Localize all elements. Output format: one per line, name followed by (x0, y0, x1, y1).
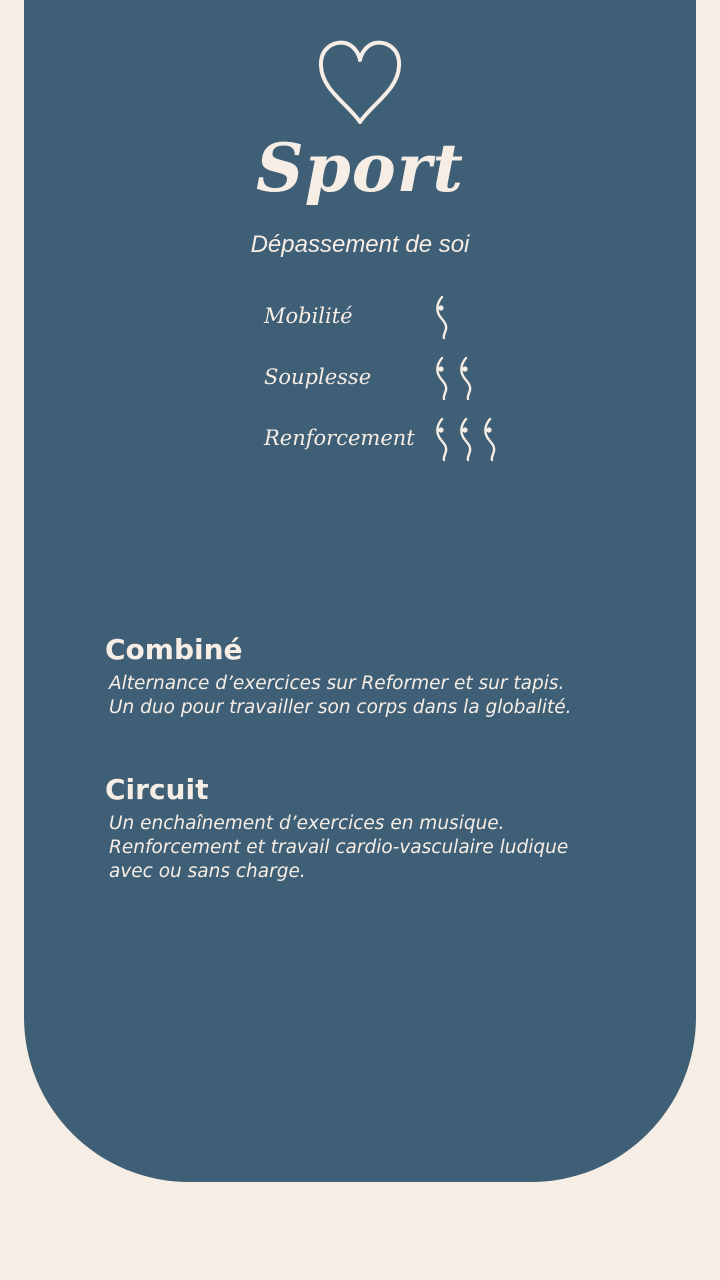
level-marks (435, 416, 507, 466)
level-label: Souplesse (264, 365, 372, 389)
section-text-line: avec ou sans charge. (109, 861, 306, 882)
section-circuit (105, 772, 665, 884)
section-text-line: Alternance d’exercices sur Reformer et sur tapis. (109, 673, 565, 694)
body-figure-icon (459, 416, 477, 462)
body-figure-icon (483, 416, 501, 462)
level-marks (435, 294, 459, 344)
body-figure-icon (435, 294, 453, 340)
level-label: Renforcement (264, 426, 415, 450)
section-title: Circuit (105, 773, 209, 806)
page-subtitle: Dépassement de soi (250, 231, 470, 258)
section-combine (105, 632, 665, 720)
level-row-renforcement (264, 418, 524, 468)
section-text-line: Renforcement et travail cardio-vasculaire ludique (109, 837, 569, 858)
level-row-souplesse (264, 357, 524, 407)
body-figure-icon (435, 355, 453, 401)
level-label: Mobilité (264, 304, 353, 328)
level-row-mobilite (264, 296, 524, 346)
body-figure-icon (435, 416, 453, 462)
body-figure-icon (459, 355, 477, 401)
heart-outline-icon (318, 38, 402, 124)
section-text-line: Un duo pour travailler son corps dans la globalité. (109, 697, 572, 718)
section-text-line: Un enchaînement d’exercices en musique. (109, 813, 505, 834)
page-title: Sport (255, 129, 465, 207)
section-title: Combiné (105, 633, 243, 666)
level-marks (435, 355, 483, 405)
